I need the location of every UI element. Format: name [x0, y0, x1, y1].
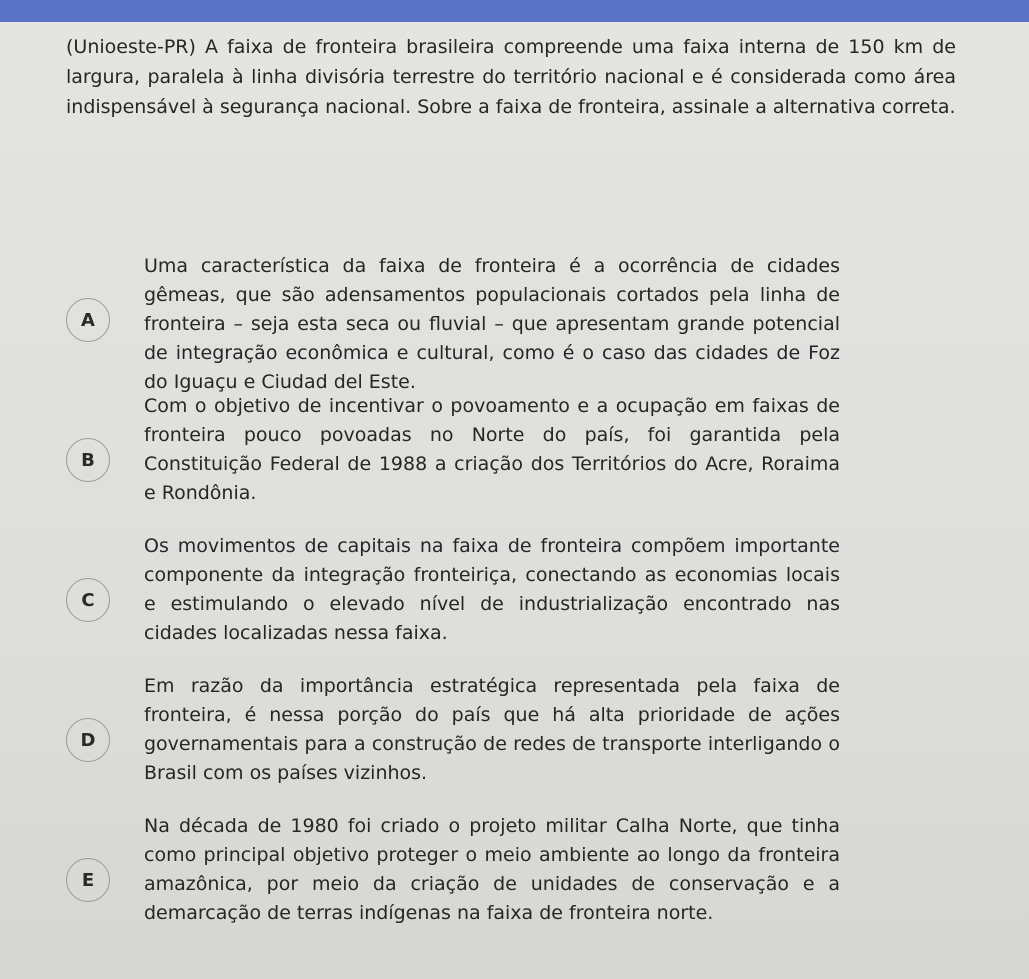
option-b[interactable] [66, 392, 846, 532]
option-a[interactable] [66, 252, 846, 392]
option-d-text: Em razão da importância estratégica representada pela faixa de fronteira, é nessa porção do país que há alta prioridade de ações governamentais para a construção de redes de transporte interligando o Brasil com os países vizinhos. [144, 675, 840, 784]
option-c[interactable] [66, 532, 846, 672]
option-b-letter-button[interactable]: B [66, 438, 110, 482]
question-statement: (Unioeste-PR) A faixa de fronteira brasileira compreende uma faixa interna de 150 km de largura, paralela à linha divisória terrestre do território nacional e é considerada como área indispensável à segurança nacional. Sobre a faixa de fronteira, assinale a alternativa correta. [66, 36, 956, 118]
question-page [0, 22, 1029, 979]
answer-options [66, 252, 846, 952]
option-e-text: Na década de 1980 foi criado o projeto militar Calha Norte, que tinha como principal objetivo proteger o meio ambiente ao longo da fronteira amazônica, por meio da criação de unidades de conservação e a demarcação de terras indígenas na faixa de fronteira norte. [144, 815, 840, 924]
browser-top-bar [0, 0, 1029, 22]
option-c-text: Os movimentos de capitais na faixa de fronteira compõem importante componente da integração fronteiriça, conectando as economias locais e estimulando o elevado nível de industrialização encontrado nas cidades localizadas nessa faixa. [144, 535, 840, 644]
option-d[interactable] [66, 672, 846, 812]
option-d-letter-button[interactable]: D [66, 718, 110, 762]
option-a-letter-button[interactable]: A [66, 298, 110, 342]
option-a-text: Uma característica da faixa de fronteira é a ocorrência de cidades gêmeas, que são adensamentos populacionais cortados pela linha de fronteira – seja esta seca ou fluvial – que apresentam grande potencial de integração econômica e cultural, como é o caso das cidades de Foz do Iguaçu e Ciudad del Este. [144, 255, 840, 393]
option-e-letter-button[interactable]: E [66, 858, 110, 902]
option-b-text: Com o objetivo de incentivar o povoamento e a ocupação em faixas de fronteira pouco povoadas no Norte do país, foi garantida pela Constituição Federal de 1988 a criação dos Territórios do Acre, Roraima e Rondônia. [144, 395, 840, 504]
option-e[interactable] [66, 812, 846, 952]
option-c-letter-button[interactable]: C [66, 578, 110, 622]
